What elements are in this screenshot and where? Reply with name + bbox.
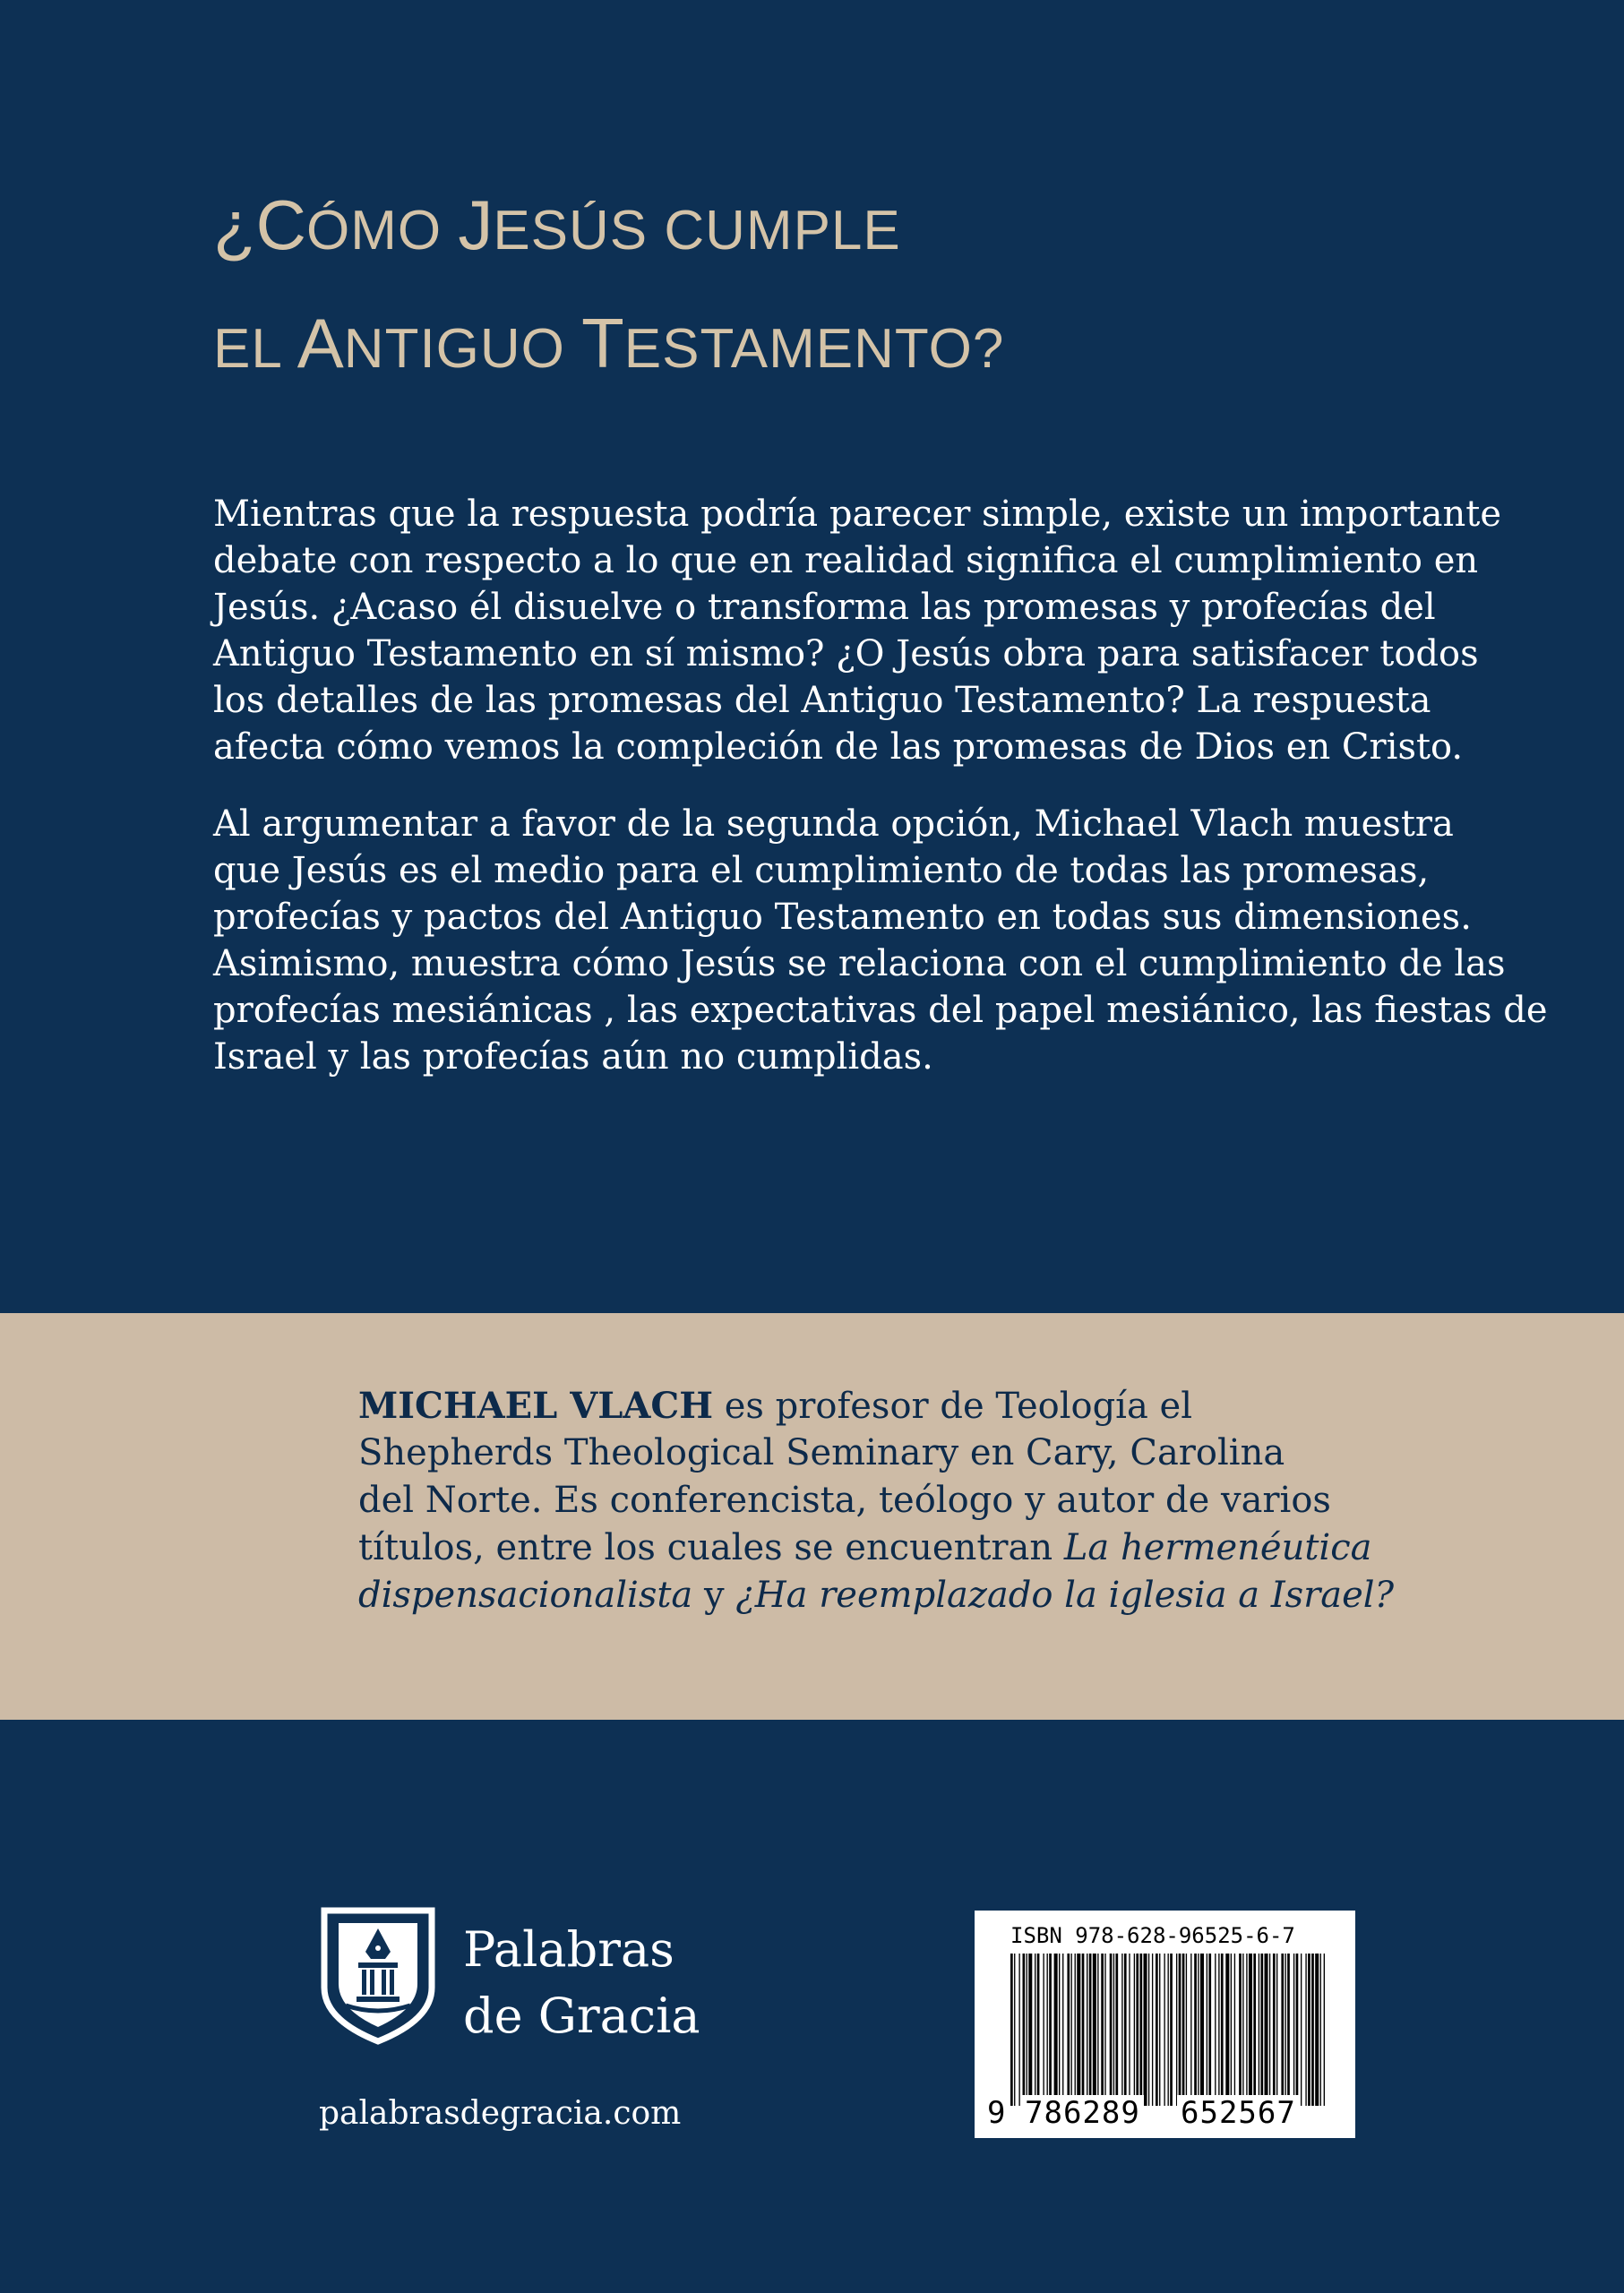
barcode-bar [1152,1954,1153,2106]
blurb-line: afecta cómo vemos la compleción de las promesas de Dios en Cristo. [213,726,1464,768]
barcode-bar [1121,1954,1122,2106]
barcode-bar [1037,1954,1040,2106]
book-title: La hermenéutica [1063,1527,1372,1568]
blurb-line: Jesús. ¿Acaso él disuelve o transforma las promesas y profecías del [213,587,1436,628]
barcode-bar [1144,1954,1147,2106]
bio-line: del Norte. Es conferencista, teólogo y autor de varios [358,1480,1331,1521]
barcode-bar [1218,1954,1219,2106]
barcode-bar [1047,1954,1048,2106]
barcode-bar [1221,1954,1224,2106]
title-initial: J [458,185,494,264]
bio-text: y [692,1575,736,1616]
barcode-bar [1308,1954,1310,2106]
bio-line [358,1382,1388,1430]
barcode-bar [1287,1954,1290,2106]
barcode-bar [1101,1954,1104,2106]
title-word: EL [213,318,297,380]
title-line-1 [213,166,1467,284]
barcode-bar [1136,1954,1139,2106]
blurb-line: Antiguo Testamento en sí mismo? ¿O Jesús obra para satisfacer todos [213,633,1479,674]
barcode-bar [1059,1954,1060,2106]
barcode-bar [1239,1954,1242,2106]
barcode-bar [1269,1954,1270,2106]
barcode-bar [1097,1954,1098,2106]
barcode-bar [1067,1954,1070,2106]
title-word: NTIGUO [343,318,582,380]
isbn-barcode [975,1911,1355,2138]
book-title: ¿Ha reemplazado la iglesia a Israel? [735,1575,1395,1616]
barcode-digit-first: 9 [987,2095,1006,2131]
barcode-bar [1182,1954,1185,2106]
barcode-bar [1234,1954,1235,2106]
blurb-line: profecías y pactos del Antiguo Testamento en todas sus dimensiones. [213,897,1472,938]
publisher-name-line: de Gracia [463,1988,700,2044]
blurb-line: profecías mesiánicas , las expectativas del papel mesiánico, las fiestas de [213,990,1548,1031]
barcode-bar [1049,1954,1052,2106]
barcode-bar [1104,1954,1105,2106]
blurb-line: Al argumentar a favor de la segunda opción, Michael Vlach muestra [213,803,1454,845]
bio-line [358,1572,1395,1619]
barcode-bar [1186,1954,1187,2106]
barcode-bar [1148,1954,1149,2106]
barcode-bar [1225,1954,1229,2106]
bio-text: títulos, entre los cuales se encuentran [358,1527,1064,1568]
barcode-bar [1129,1954,1130,2106]
paragraph-gap [213,770,1467,801]
barcode-bar [1301,1954,1302,2106]
blurb-line: Mientras que la respuesta podría parecer simple, existe un importante [213,494,1501,535]
barcode-bar [1075,1954,1076,2106]
barcode-bar [1260,1954,1263,2106]
barcode-digits [982,2095,1340,2131]
bio-text: es profesor de Teología el [713,1386,1192,1427]
barcode-bar [1242,1954,1243,2106]
publisher-name-line: Palabras [463,1921,675,1978]
barcode-bar [1082,1954,1085,2106]
author-name: MICHAEL VLACH [358,1385,714,1427]
barcode-bar [1159,1954,1160,2106]
barcode-bar [1320,1954,1321,2106]
publisher-name [463,1917,732,2049]
barcode-bar [1156,1954,1158,2106]
barcode-bar [1134,1954,1135,2106]
blurb-line: debate con respecto a lo que en realidad significa el cumplimiento en [213,540,1479,581]
blurb [213,491,1548,1080]
book-title: dispensacionalista [358,1575,693,1616]
barcode-bar [1071,1954,1072,2106]
barcode-bar [1179,1954,1181,2106]
barcode-bar [1200,1954,1204,2106]
barcode-bar [1028,1954,1032,2106]
barcode-bar [1231,1954,1232,2106]
barcode-bar [1194,1954,1197,2106]
barcode-bar [1115,1954,1118,2106]
barcode-bar [1273,1954,1276,2106]
title-initial: A [296,304,344,382]
shield-pen-temple-icon [319,1905,437,2045]
barcode-bar [1198,1954,1199,2106]
bio-line: Shepherds Theological Seminary en Cary, Carolina [358,1432,1285,1473]
publisher-website: palabrasdegracia.com [319,2095,682,2132]
barcode-bar [1293,1954,1294,2106]
barcode-bar [1246,1954,1247,2106]
barcode-bar [1315,1954,1319,2106]
author-bio [358,1382,1395,1619]
bio-line [358,1524,1388,1572]
blurb-line: Israel y las profecías aún no cumplidas. [213,1036,933,1078]
isbn-label: ISBN 978-628-96525-6-7 [1010,1923,1295,1948]
blurb-line: los detalles de las promesas del Antiguo Testamento? La respuesta [213,680,1431,721]
title-initial: ¿C [213,185,306,264]
barcode-bar [1324,1954,1325,2106]
barcode-bar [1113,1954,1114,2106]
barcode-bar [1062,1954,1063,2106]
barcode-bar [1014,1954,1015,2106]
barcode-bar [1170,1954,1173,2106]
barcode-bar [1023,1954,1026,2106]
barcode-bar [1093,1954,1096,2106]
barcode-bar [1305,1954,1306,2106]
barcode-bar [1089,1954,1092,2106]
title-initial: T [581,304,624,382]
barcode-bar [1043,1954,1044,2106]
barcode-bar [1215,1954,1216,2106]
title-word: ESTAMENTO? [623,318,1005,380]
barcode-bar [1311,1954,1314,2106]
barcode-digits-left: 786289 [1021,2095,1144,2131]
barcode-bar [1010,1954,1013,2106]
title-line-2 [213,284,1467,402]
barcode-bar [1124,1954,1127,2106]
barcode-bar [1110,1954,1113,2106]
barcode-bar [1054,1954,1058,2106]
barcode-bar [1190,1954,1191,2106]
cover-title [213,166,1467,402]
barcode-bar [1253,1954,1256,2106]
blurb-line: Asimismo, muestra cómo Jesús se relaciona con el cumplimiento de las [213,943,1506,984]
barcode-bars [1010,1954,1326,2106]
barcode-bar [1276,1954,1277,2106]
barcode-bar [1168,1954,1169,2106]
barcode-bar [1077,1954,1080,2106]
title-word: ÓMO [305,200,459,262]
barcode-bar [1296,1954,1299,2106]
barcode-bar [1265,1954,1268,2106]
barcode-bar [1208,1954,1211,2106]
barcode-bar [1281,1954,1284,2106]
barcode-bar [1139,1954,1142,2106]
barcode-bar [1018,1954,1019,2106]
blurb-line: que Jesús es el medio para el cumplimiento de todas las promesas, [213,850,1430,891]
barcode-digits-right: 652567 [1177,2095,1300,2131]
barcode-bar [1176,1954,1177,2106]
title-word: ESÚS CUMPLE [493,200,901,262]
barcode-bar [1249,1954,1252,2106]
